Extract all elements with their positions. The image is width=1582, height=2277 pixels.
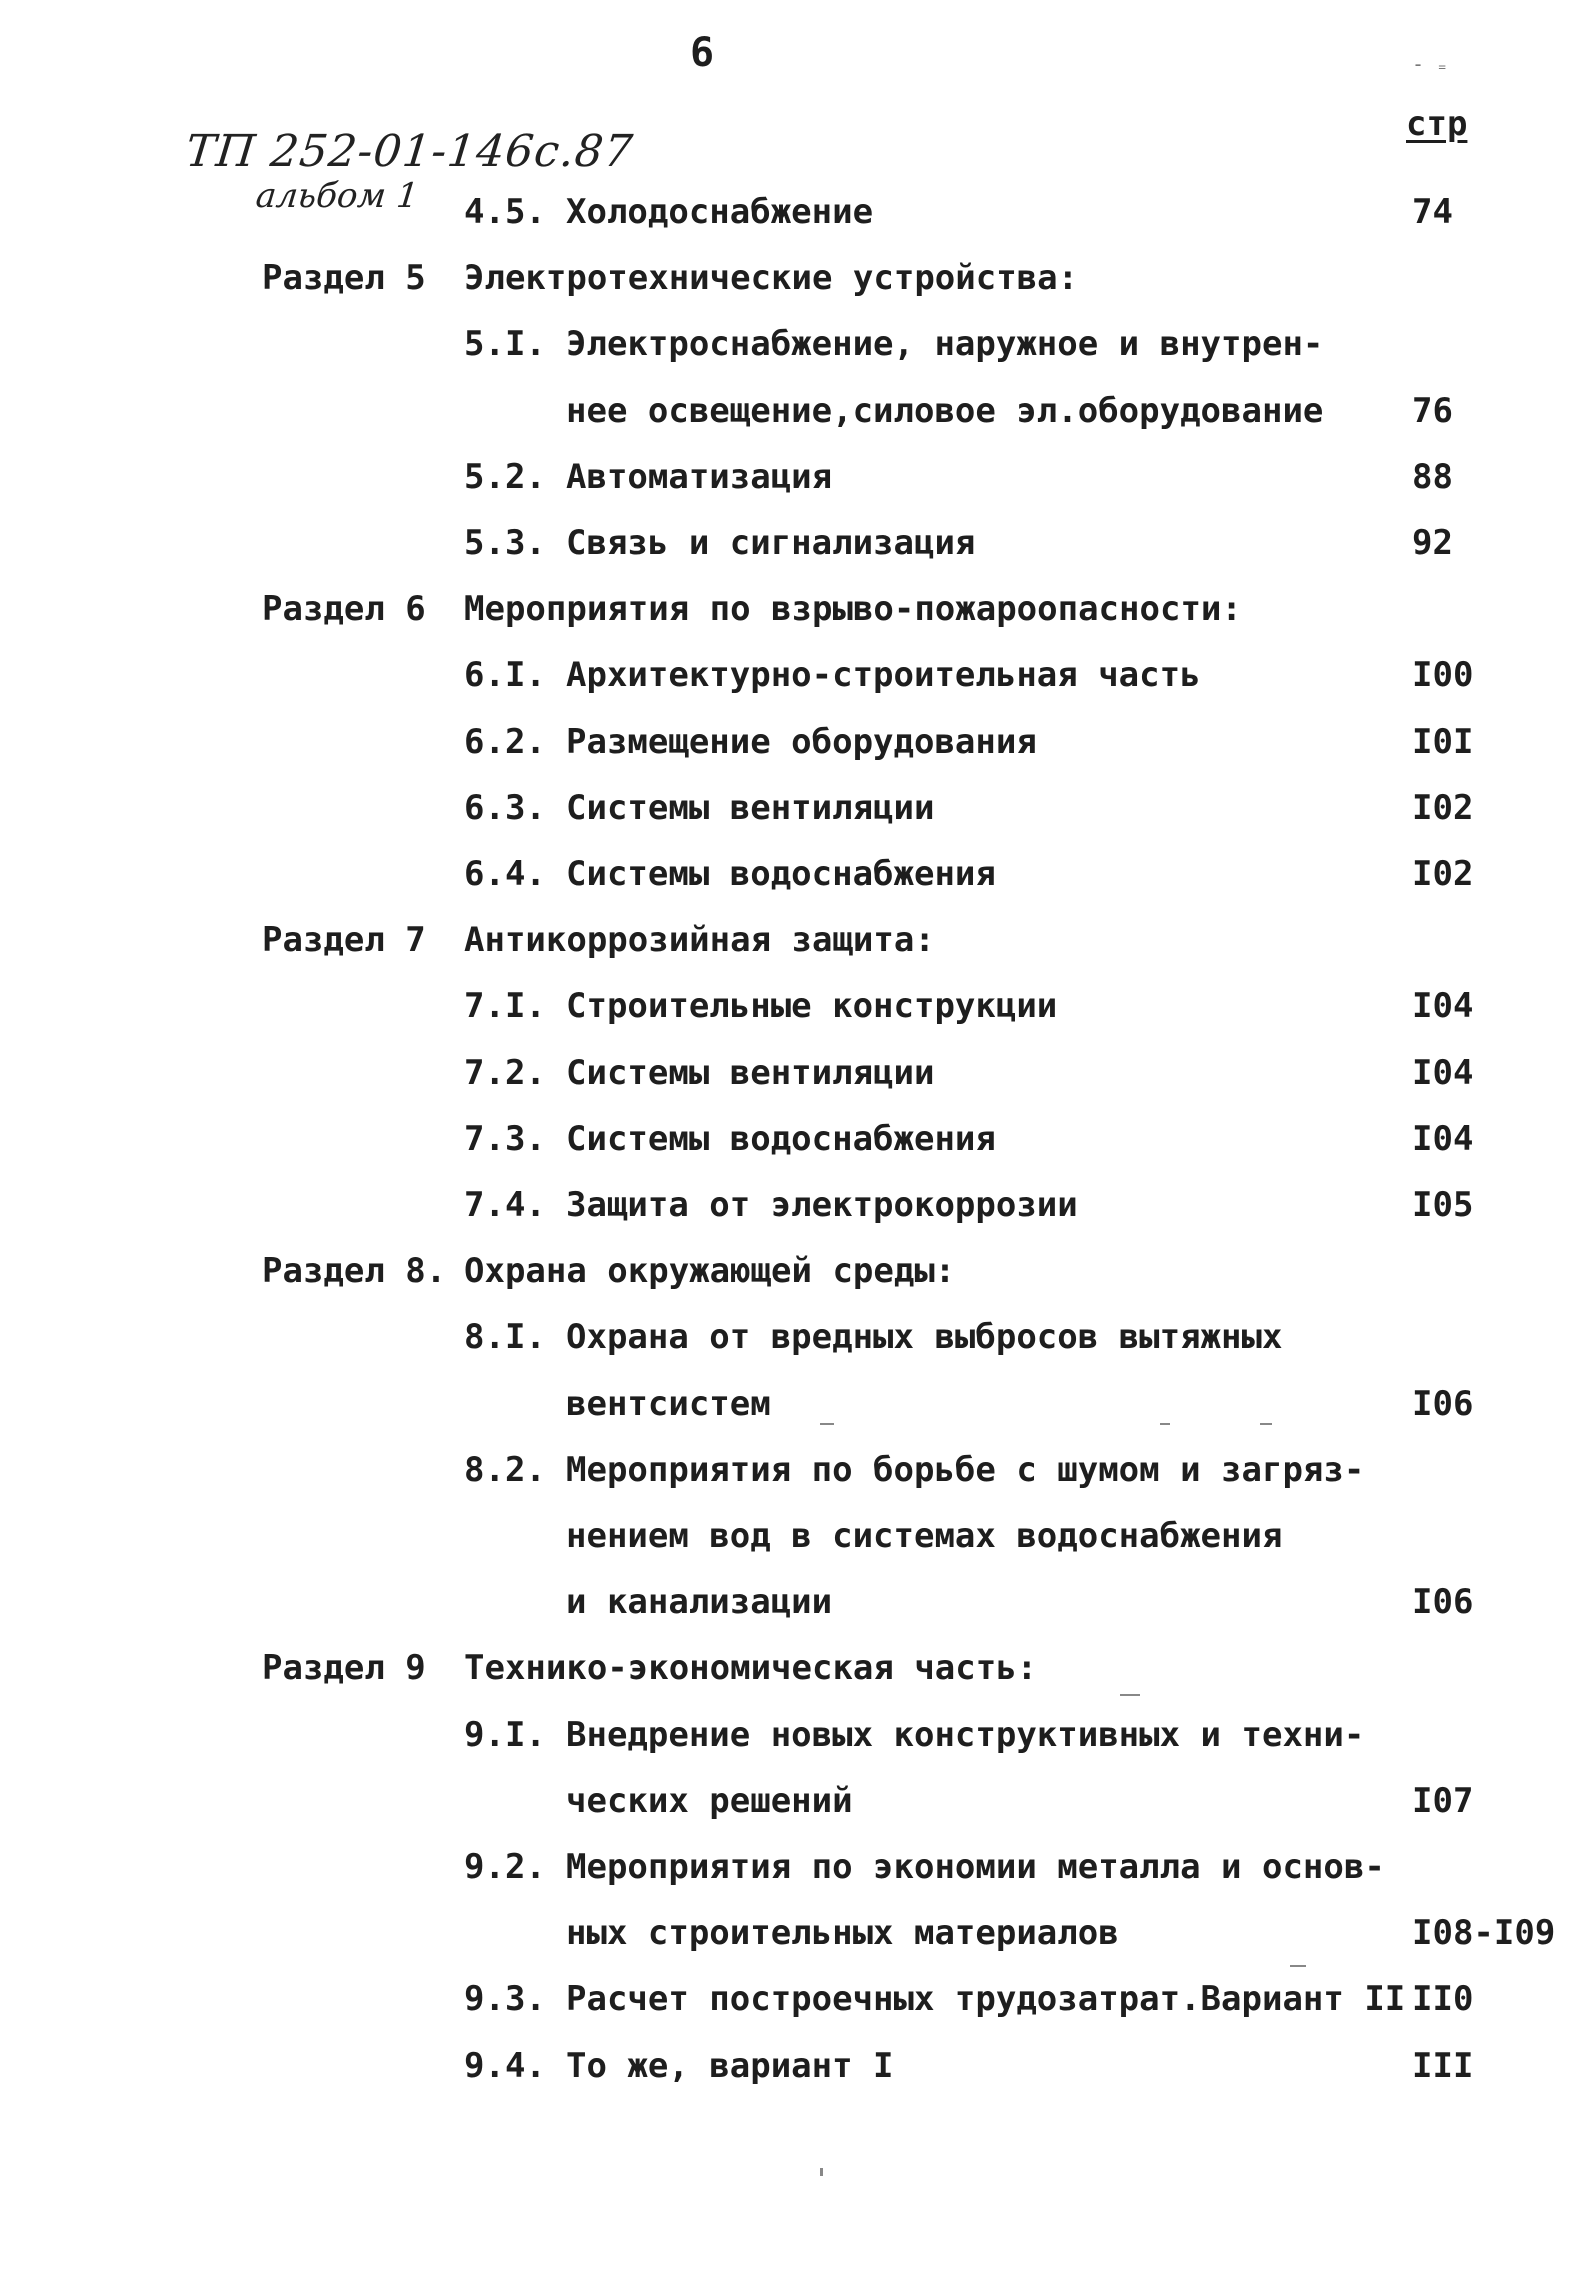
page-ref: III <box>1412 2045 1474 2086</box>
item-title: Архитектурно-строительная часть <box>566 655 1201 696</box>
pages-column-header: стр <box>1406 104 1468 144</box>
item-number: 9.2. <box>464 1847 546 1887</box>
page-ref: I06 <box>1412 1582 1474 1623</box>
item-title: Внедрение новых конструктивных и техни- <box>566 1714 1365 1755</box>
section-title: Антикоррозийная защита: <box>464 920 935 961</box>
page-ref: I0I <box>1412 721 1474 762</box>
toc-item-row <box>0 314 1582 374</box>
toc-item-row <box>0 976 1582 1036</box>
corner-mark: - ₌ <box>1412 52 1449 76</box>
section-label: Раздел 8. <box>262 1251 447 1292</box>
item-title: Автоматизация <box>566 456 833 497</box>
item-title-continuation: вентсистем <box>566 1383 771 1424</box>
item-title: Системы вентиляции <box>566 787 935 828</box>
toc-item-row <box>0 1771 1582 1831</box>
document-code: ТП 252-01-146с.87 <box>183 126 636 177</box>
item-number: 5.3. <box>464 523 546 563</box>
toc-section-row <box>0 1241 1582 1301</box>
item-title: Охрана от вредных выбросов вытяжных <box>566 1317 1283 1358</box>
item-title-continuation: нее освещение,силовое эл.оборудование <box>566 390 1324 431</box>
item-title: Связь и сигнализация <box>566 523 976 563</box>
item-number: 6.2. <box>464 721 546 762</box>
scan-speck <box>820 1423 834 1425</box>
toc-item-row <box>0 1374 1582 1434</box>
item-number: 7.I. <box>464 986 546 1027</box>
toc-item-row <box>0 712 1582 772</box>
toc-item-row <box>0 844 1582 904</box>
item-number: 7.2. <box>464 1052 546 1093</box>
toc-item-row <box>0 1440 1582 1500</box>
item-title: Системы вентиляции <box>566 1052 935 1093</box>
item-number: 5.I. <box>464 324 546 365</box>
toc-section-row <box>0 910 1582 970</box>
toc-item-row <box>0 1506 1582 1566</box>
toc-item-row <box>0 513 1582 573</box>
item-number: 8.I. <box>464 1317 546 1358</box>
toc-item-row <box>0 1903 1582 1963</box>
page-ref: 88 <box>1412 456 1453 497</box>
item-title: Системы водоснабжения <box>566 854 996 894</box>
section-title: Мероприятия по взрыво-пожароопасности: <box>464 589 1242 630</box>
toc-item-row <box>0 2036 1582 2096</box>
scan-speck <box>1260 1423 1272 1425</box>
item-number: 4.5. <box>464 192 546 232</box>
item-title: Строительные конструкции <box>566 986 1058 1027</box>
item-title: То же, вариант I <box>566 2045 894 2086</box>
section-title: Электротехнические устройства: <box>464 258 1079 299</box>
album-label: альбом 1 <box>253 176 421 216</box>
item-number: 9.4. <box>464 2045 546 2086</box>
page-ref: I06 <box>1412 1383 1474 1424</box>
section-label: Раздел 5 <box>262 258 426 299</box>
page-ref: I04 <box>1412 1118 1474 1159</box>
item-title: Мероприятия по борьбе с шумом и загряз- <box>566 1449 1365 1490</box>
toc-item-row <box>0 182 1582 242</box>
scan-speck <box>1120 1694 1140 1696</box>
section-title: Технико-экономическая часть: <box>464 1648 1038 1689</box>
item-title: Электроснабжение, наружное и внутрен- <box>566 324 1324 365</box>
item-title: Расчет построечных трудозатрат.Вариант II <box>566 1979 1406 2020</box>
item-number: 9.3. <box>464 1979 546 2020</box>
item-number: 7.3. <box>464 1118 546 1159</box>
page-ref: 74 <box>1412 192 1453 232</box>
scan-speck <box>1290 1965 1306 1967</box>
item-number: 6.I. <box>464 655 546 696</box>
toc-item-row <box>0 381 1582 441</box>
toc-item-row <box>0 1969 1582 2029</box>
toc-item-row <box>0 1705 1582 1765</box>
page-ref: 92 <box>1412 523 1453 563</box>
section-label: Раздел 7 <box>262 920 426 961</box>
item-number: 5.2. <box>464 456 546 497</box>
page-ref: I02 <box>1412 787 1474 828</box>
item-title: Системы водоснабжения <box>566 1118 996 1159</box>
toc-item-row <box>0 1572 1582 1632</box>
toc-item-row <box>0 1307 1582 1367</box>
toc-section-row <box>0 579 1582 639</box>
item-number: 6.3. <box>464 787 546 828</box>
toc-item-row <box>0 1109 1582 1169</box>
item-number: 6.4. <box>464 854 546 894</box>
toc-section-row <box>0 248 1582 308</box>
item-title-continuation: и канализации <box>566 1582 833 1623</box>
page-ref: I08-I09 <box>1412 1913 1556 1954</box>
toc-section-row <box>0 1638 1582 1698</box>
item-title-continuation: ных строительных материалов <box>566 1913 1119 1954</box>
item-number: 9.I. <box>464 1714 546 1755</box>
item-title-continuation: ческих решений <box>566 1780 853 1821</box>
page-ref: I02 <box>1412 854 1474 894</box>
toc-item-row <box>0 1837 1582 1897</box>
item-title: Защита от электрокоррозии <box>566 1185 1078 1225</box>
page-ref: II0 <box>1412 1979 1474 2020</box>
toc-item-row <box>0 447 1582 507</box>
page-ref: I07 <box>1412 1780 1474 1821</box>
page-ref: 76 <box>1412 390 1453 431</box>
item-title-continuation: нением вод в системах водоснабжения <box>566 1516 1283 1556</box>
toc-item-row <box>0 1043 1582 1103</box>
section-title: Охрана окружающей среды: <box>464 1251 956 1292</box>
toc-item-row <box>0 1175 1582 1235</box>
section-label: Раздел 9 <box>262 1648 426 1689</box>
page-number: 6 <box>690 30 715 76</box>
item-number: 7.4. <box>464 1185 546 1225</box>
page-ref: I04 <box>1412 1052 1474 1093</box>
toc-item-row <box>0 778 1582 838</box>
toc-item-row <box>0 645 1582 705</box>
page-ref: I04 <box>1412 986 1474 1027</box>
item-number: 8.2. <box>464 1449 546 1490</box>
item-title: Мероприятия по экономии металла и основ- <box>566 1847 1385 1887</box>
item-title: Размещение оборудования <box>566 721 1037 762</box>
scan-speck <box>820 2168 823 2176</box>
item-title: Холодоснабжение <box>566 192 874 232</box>
scan-speck <box>1160 1423 1170 1425</box>
page-ref: I05 <box>1412 1185 1474 1225</box>
page-ref: I00 <box>1412 655 1474 696</box>
section-label: Раздел 6 <box>262 589 426 630</box>
